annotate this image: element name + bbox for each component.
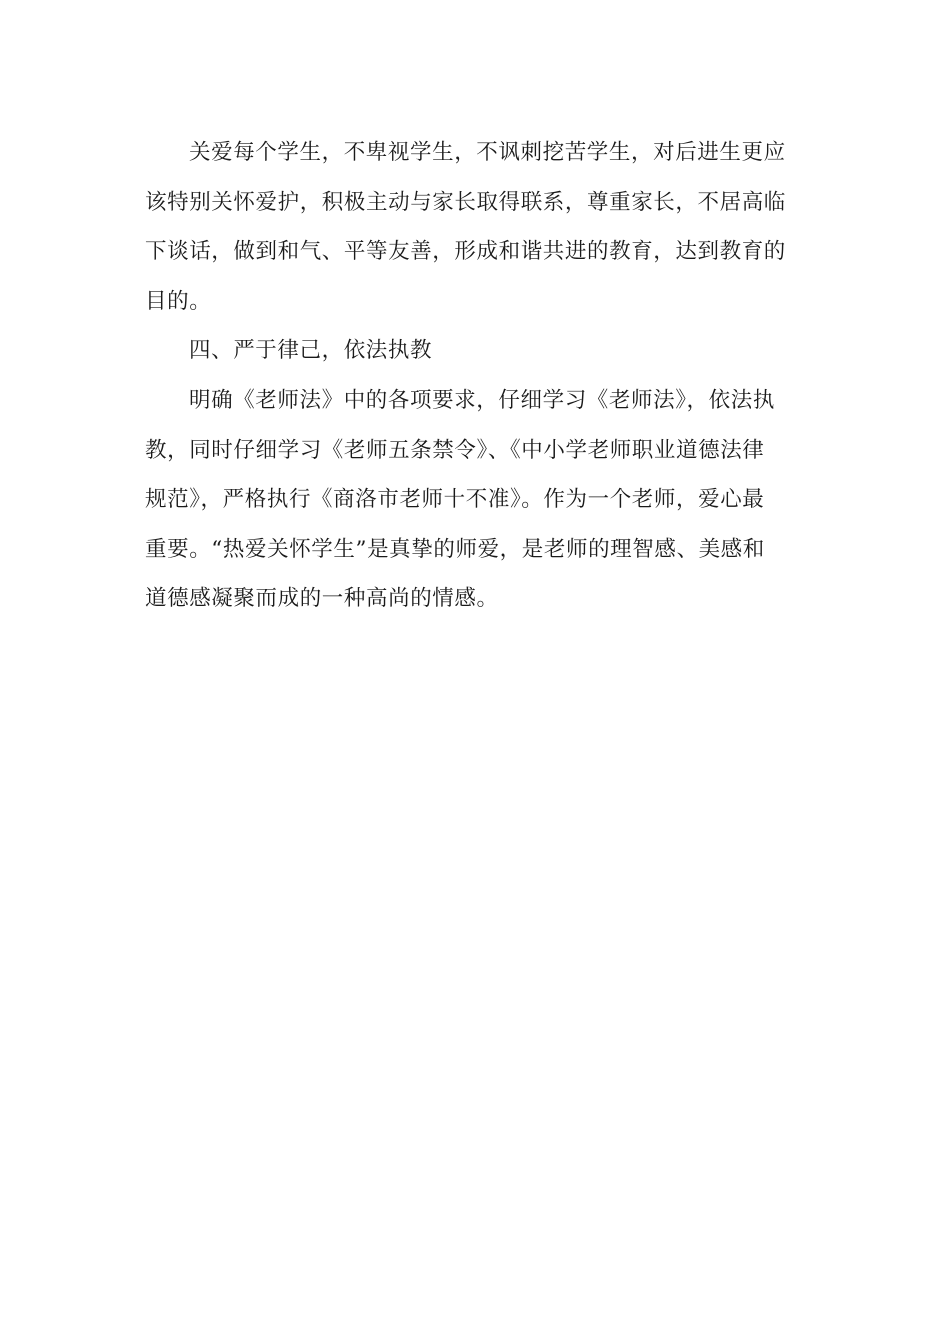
section-heading <box>145 326 810 376</box>
paragraph-line: 目的。 <box>145 288 212 314</box>
paragraph-line: 道德感凝聚而成的一种高尚的情感。 <box>145 586 499 612</box>
paragraph-line: 该特别关怀爱护，积极主动与家长取得联系，尊重家长，不居高临 <box>145 189 786 215</box>
paragraph-line: 规范》，严格执行《商洛市老师十不准》。作为一个老师，爱心最 <box>145 487 765 513</box>
paragraph-care-for-students <box>145 128 810 326</box>
paragraph-line: 教，同时仔细学习《老师五条禁令》、《中小学老师职业道德法律 <box>145 437 765 463</box>
paragraph-teacher-law <box>145 376 810 624</box>
paragraph-line: 关爱每个学生，不卑视学生，不讽刺挖苦学生，对后进生更应 <box>189 140 786 165</box>
paragraph-line: 明确《老师法》中的各项要求，仔细学习《老师法》，依法执 <box>189 387 775 413</box>
paragraph-line: 重要。“热爱关怀学生”是真挚的师爱，是老师的理智感、美感和 <box>145 536 765 562</box>
section-heading-text: 四、严于律己，依法执教 <box>189 338 433 364</box>
document-body <box>145 128 810 624</box>
paragraph-line: 下谈话，做到和气、平等友善，形成和谐共进的教育，达到教育的 <box>145 239 786 265</box>
